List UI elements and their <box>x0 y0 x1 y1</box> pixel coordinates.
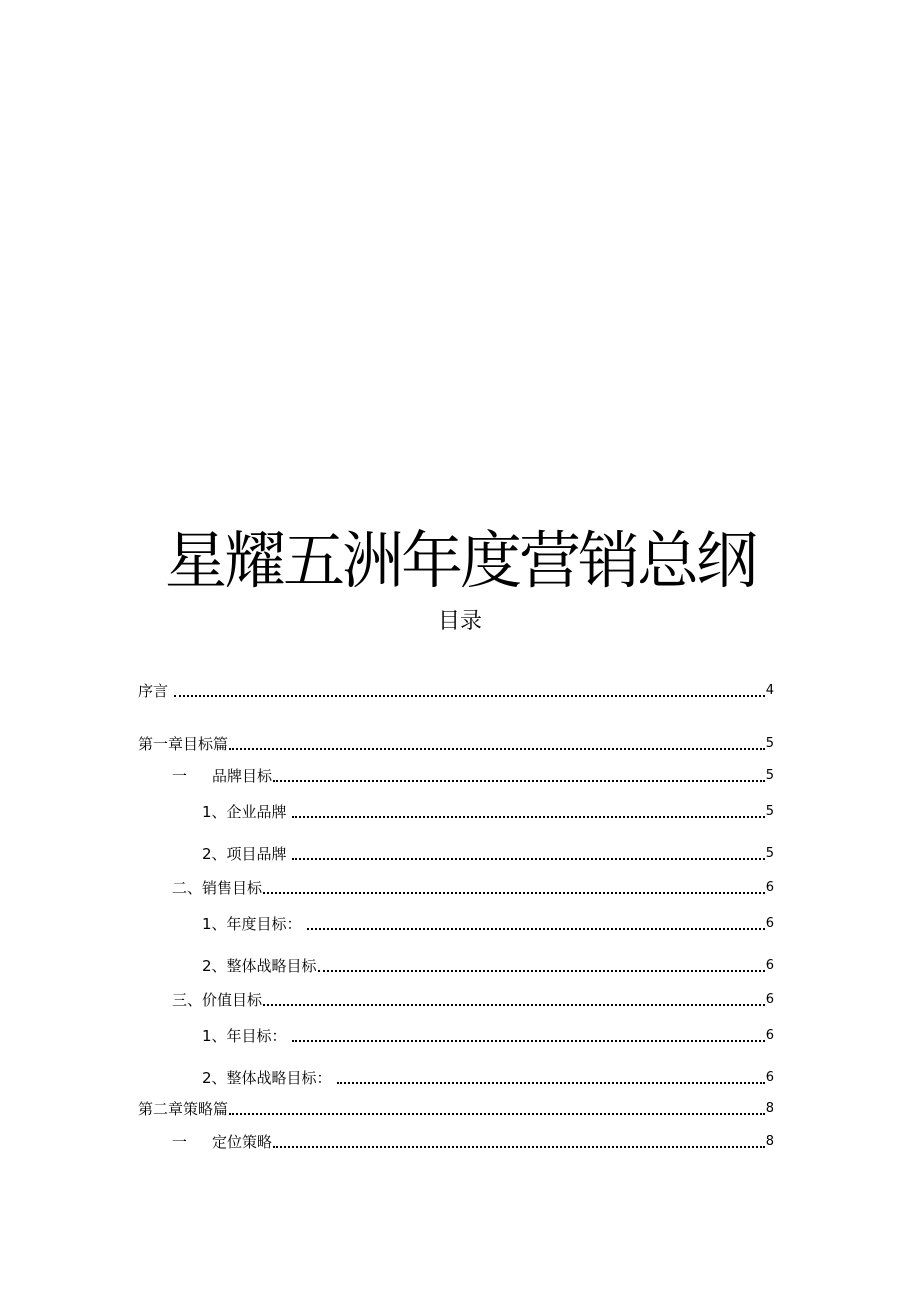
toc-entry-label: 序言 <box>138 682 173 700</box>
toc-entry-corporate-brand[interactable] <box>202 800 774 822</box>
toc-heading: 目录 <box>437 609 482 634</box>
toc-page-number: 8 <box>765 1134 774 1149</box>
toc-leader-dots <box>263 1004 765 1006</box>
toc-leader-dots <box>229 748 765 750</box>
toc-page-number: 6 <box>765 992 774 1007</box>
toc-entry-annual-goal[interactable] <box>202 912 774 934</box>
toc-page-number: 6 <box>765 880 774 895</box>
toc-entry-number: 1、 <box>202 1027 227 1045</box>
toc-entry-number: 一 <box>172 767 188 785</box>
toc-page-number: 8 <box>765 1101 774 1116</box>
toc-page-number: 6 <box>765 1070 774 1085</box>
toc-leader-dots <box>307 928 764 930</box>
toc-entry-number: 2、 <box>202 1069 227 1087</box>
toc-entry-label: 销售目标 <box>202 879 263 897</box>
toc-page-number: 6 <box>765 916 774 931</box>
toc-entry-positioning-strategy[interactable] <box>172 1130 774 1152</box>
toc-leader-dots <box>292 816 764 818</box>
toc-entry-label: 企业品牌 <box>226 803 292 821</box>
toc-page-number: 5 <box>765 736 774 751</box>
toc-leader-dots <box>263 892 765 894</box>
toc-leader-dots <box>337 1082 764 1084</box>
toc-entry-label: 整体战略目标 <box>226 957 317 975</box>
toc-page-number: 6 <box>765 958 774 973</box>
toc-entry-number: 1、 <box>202 915 227 933</box>
toc-entry-number: 1、 <box>202 803 227 821</box>
toc-page-number: 5 <box>765 804 774 819</box>
toc-entry-label: 定位策略 <box>212 1133 273 1151</box>
toc-entry-number: 一 <box>172 1133 188 1151</box>
toc-leader-dots <box>229 1113 765 1115</box>
toc-entry-number: 2、 <box>202 957 227 975</box>
toc-entry-chapter-2[interactable] <box>138 1097 774 1119</box>
toc-entry-project-brand[interactable] <box>202 842 774 864</box>
toc-page-number: 6 <box>765 1028 774 1043</box>
toc-entry-year-goal[interactable] <box>202 1024 774 1046</box>
toc-entry-overall-strategy-goal-2[interactable] <box>202 1066 774 1088</box>
toc-entry-brand-goals[interactable] <box>172 764 774 786</box>
document-title: 星耀五洲年度营销总纲 <box>164 524 755 597</box>
toc-entry-label: 年目标： <box>226 1027 292 1045</box>
toc-entry-label: 品牌目标 <box>212 767 273 785</box>
toc-entry-label: 项目品牌 <box>226 845 292 863</box>
toc-entry-chapter-1[interactable] <box>138 732 774 754</box>
toc-leader-dots <box>174 695 765 697</box>
toc-entry-overall-strategy-goal[interactable] <box>202 954 774 976</box>
toc-entry-value-goals[interactable] <box>172 988 774 1010</box>
toc-entry-label: 第二章策略篇 <box>138 1100 229 1118</box>
toc-entry-label: 第一章目标篇 <box>138 735 229 753</box>
toc-entry-label: 价值目标 <box>202 991 263 1009</box>
toc-page-number: 4 <box>765 683 774 698</box>
toc-page-number: 5 <box>765 768 774 783</box>
toc-leader-dots <box>273 780 765 782</box>
toc-page-number: 5 <box>765 846 774 861</box>
toc-entry-label: 整体战略目标： <box>226 1069 337 1087</box>
toc-entry-number: 二、 <box>172 879 203 897</box>
toc-entry-label: 年度目标： <box>226 915 307 933</box>
toc-entry-number: 2、 <box>202 845 227 863</box>
toc-leader-dots <box>318 970 765 972</box>
toc-entry-number: 三、 <box>172 991 203 1009</box>
toc-entry-sales-goals[interactable] <box>172 876 774 898</box>
toc-leader-dots <box>292 1040 764 1042</box>
toc-leader-dots <box>273 1146 765 1148</box>
toc-leader-dots <box>292 858 764 860</box>
toc-entry-preface[interactable] <box>138 679 774 701</box>
